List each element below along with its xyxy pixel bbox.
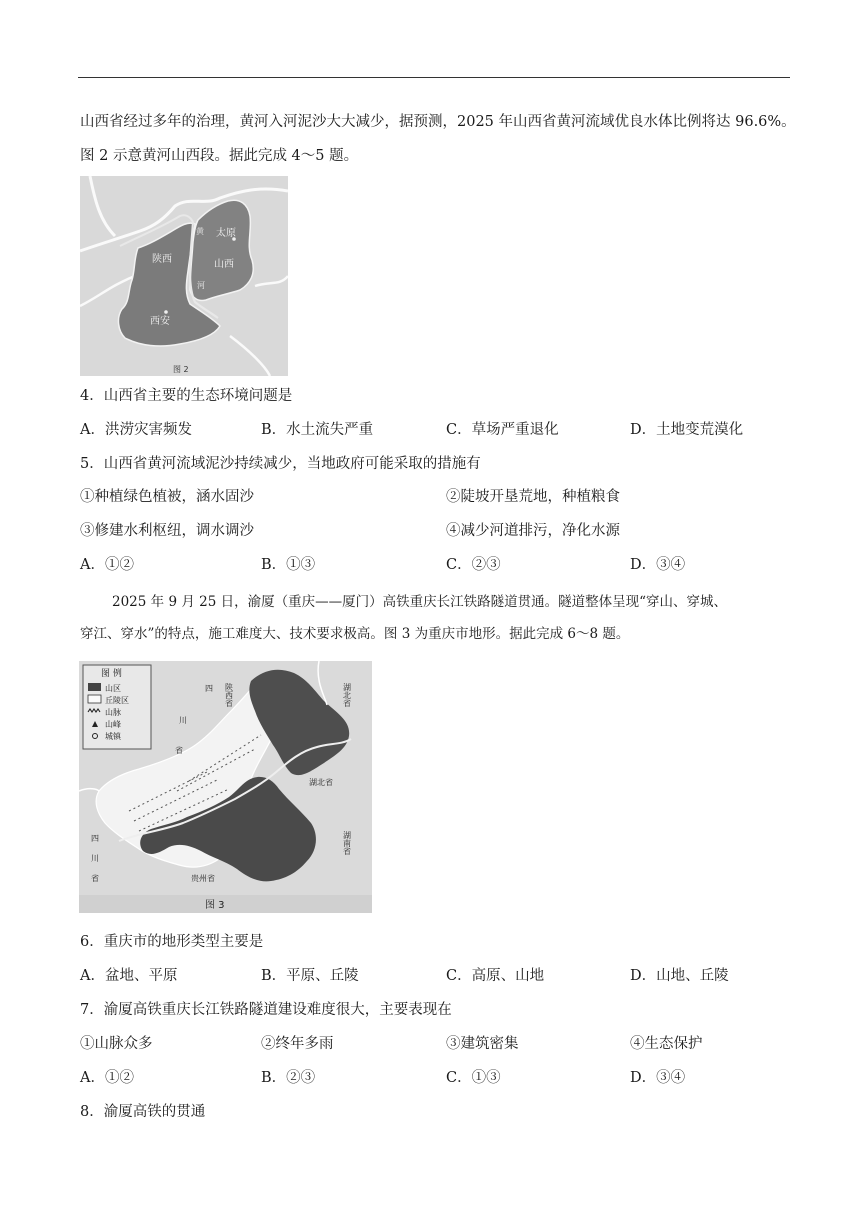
question-6-option-d: D．山地、丘陵 xyxy=(630,968,729,984)
question-5-item-3: ③修建水利枢纽，调水调沙 xyxy=(80,523,254,539)
legend-mountain-area: 山区 xyxy=(105,684,121,693)
legend-peak: 山峰 xyxy=(105,720,121,729)
question-7-item-4: ④生态保护 xyxy=(630,1036,703,1052)
figure-2-map xyxy=(80,176,288,376)
label-hunan: 湖南省 xyxy=(342,831,352,855)
question-4-option-c: C．草场严重退化 xyxy=(446,422,559,438)
question-5-option-a: A．①② xyxy=(80,557,134,573)
question-5-option-d: D．③④ xyxy=(630,557,686,573)
label-river-char2: 河 xyxy=(197,281,205,290)
label-sichuan-top-1: 四 xyxy=(205,684,213,693)
legend-title: 图 例 xyxy=(101,669,122,679)
question-5-option-b: B．①③ xyxy=(261,557,316,573)
question-6-option-c: C．高原、山地 xyxy=(446,968,545,984)
label-taiyuan: 太原 xyxy=(216,228,236,239)
label-hubei-top: 湖北省 xyxy=(342,683,352,707)
figure-3-caption: 图 3 xyxy=(205,900,225,911)
question-7-option-c: C．①③ xyxy=(446,1070,501,1086)
question-5-item-1: ①种植绿色植被，涵水固沙 xyxy=(80,489,254,505)
label-shaanxi: 陕西 xyxy=(152,254,172,265)
figure-2-caption: 图 2 xyxy=(173,365,189,374)
question-7-stem: 7．渝厦高铁重庆长江铁路隧道建设难度很大，主要表现在 xyxy=(80,1002,452,1018)
legend-hill-area: 丘陵区 xyxy=(105,696,129,705)
question-6-option-a: A．盆地、平原 xyxy=(80,968,178,984)
question-4-option-d: D．土地变荒漠化 xyxy=(630,422,744,438)
question-5-stem: 5．山西省黄河流域泥沙持续减少，当地政府可能采取的措施有 xyxy=(80,456,481,472)
intro2-text-line2: 穿江、穿水”的特点，施工难度大、技术要求极高。图 3 为重庆市地形。据此完成 6～8 题。 xyxy=(80,626,630,642)
legend-mountain-range: 山脉 xyxy=(105,708,121,717)
question-7-item-1: ①山脉众多 xyxy=(80,1036,153,1052)
question-7-option-d: D．③④ xyxy=(630,1070,686,1086)
label-shanxi: 山西 xyxy=(214,259,234,270)
question-5-item-2: ②陡坡开垦荒地，种植粮食 xyxy=(446,489,620,505)
label-xian: 西安 xyxy=(150,316,170,327)
question-7-item-3: ③建筑密集 xyxy=(446,1036,519,1052)
question-7-item-2: ②终年多雨 xyxy=(261,1036,334,1052)
legend-town: 城镇 xyxy=(105,732,121,741)
question-5-option-c: C．②③ xyxy=(446,557,501,573)
intro-text-line1: 山西省经过多年的治理，黄河入河泥沙大大减少，据预测，2025 年山西省黄河流域优良水体比例将达 96.6%。 xyxy=(80,114,796,130)
question-8-stem: 8．渝厦高铁的贯通 xyxy=(80,1104,206,1120)
label-guizhou: 贵州省 xyxy=(191,874,215,883)
label-hubei-mid: 湖北省 xyxy=(309,778,333,787)
question-6-stem: 6．重庆市的地形类型主要是 xyxy=(80,934,264,950)
label-sichuan-top-3: 省 xyxy=(175,746,183,755)
figure-3-map xyxy=(79,661,372,913)
label-shaanxi-province: 陕西省 xyxy=(224,683,234,707)
header-rule xyxy=(78,77,790,78)
legend-hill-area-swatch xyxy=(88,695,101,703)
intro-text-line2: 图 2 示意黄河山西段。据此完成 4～5 题。 xyxy=(80,148,359,164)
question-4-stem: 4．山西省主要的生态环境问题是 xyxy=(80,388,293,404)
question-7-option-a: A．①② xyxy=(80,1070,134,1086)
legend-mountain-area-swatch xyxy=(88,683,101,691)
label-sichuan-left-2: 川 xyxy=(91,854,99,863)
label-sichuan-left-3: 省 xyxy=(91,874,99,883)
question-6-option-b: B．平原、丘陵 xyxy=(261,968,359,984)
question-4-option-b: B．水土流失严重 xyxy=(261,422,374,438)
label-sichuan-left-1: 四 xyxy=(91,834,99,843)
question-4-option-a: A．洪涝灾害频发 xyxy=(80,422,192,438)
question-7-option-b: B．②③ xyxy=(261,1070,316,1086)
question-5-item-4: ④减少河道排污，净化水源 xyxy=(446,523,620,539)
label-sichuan-top-2: 川 xyxy=(179,716,187,725)
intro2-text-line1: 2025 年 9 月 25 日，渝厦（重庆——厦门）高铁重庆长江铁路隧道贯通。隧道整体呈现“穿山、穿城、 xyxy=(112,594,727,610)
label-river-char1: 黄 xyxy=(196,227,204,236)
